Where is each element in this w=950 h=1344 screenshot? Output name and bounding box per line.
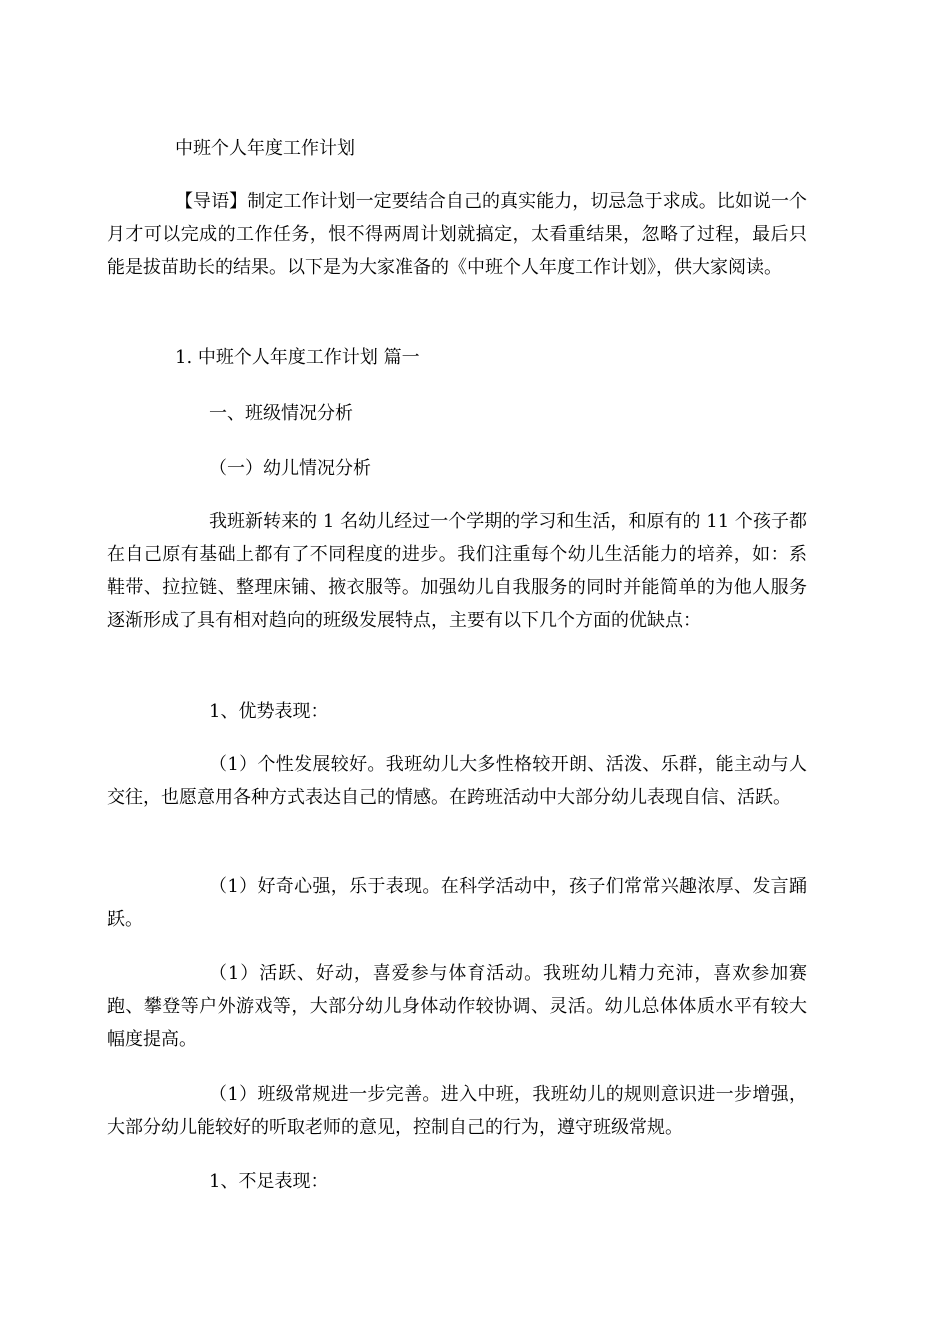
- document-title: 中班个人年度工作计划: [175, 138, 355, 159]
- advantage-point-1: （1）个性发展较好。我班幼儿大多性格较开朗、活泼、乐群，能主动与人交往，也愿意用各种方式表达自己的情感。在跨班活动中大部分幼儿表现自信、活跃。: [107, 754, 807, 808]
- sub-heading: （一）幼儿情况分析: [209, 458, 371, 479]
- part-heading: 一、班级情况分析: [209, 403, 353, 424]
- analysis-paragraph: 我班新转来的 1 名幼儿经过一个学期的学习和生活，和原有的 11 个孩子都在自己原有基础上都有了不同程度的进步。我们注重每个幼儿生活能力的培养，如：系鞋带、拉拉链、整理床铺、掖衣服等。加强幼儿自我服务的同时并能简单的为他人服务逐渐形成了具有相对趋向的班级发展特点，主要有以下几个方面的优缺点：: [107, 511, 807, 631]
- advantages-heading: 1、优势表现：: [209, 701, 329, 722]
- advantage-point-2: （1）好奇心强，乐于表现。在科学活动中，孩子们常常兴趣浓厚、发言踊跃。: [107, 876, 807, 930]
- advantage-point-4: （1）班级常规进一步完善。进入中班，我班幼儿的规则意识进一步增强，大部分幼儿能较好的听取老师的意见，控制自己的行为，遵守班级常规。: [107, 1084, 807, 1138]
- shortcomings-heading: 1、不足表现：: [209, 1171, 329, 1192]
- advantage-point-3: （1）活跃、好动，喜爱参与体育活动。我班幼儿精力充沛，喜欢参加赛跑、攀登等户外游戏等，大部分幼儿身体动作较协调、灵活。幼儿总体体质水平有较大幅度提高。: [107, 963, 807, 1050]
- intro-paragraph: 【导语】制定工作计划一定要结合自己的真实能力，切忌急于求成。比如说一个月才可以完成的工作任务，恨不得两周计划就搞定，太看重结果，忽略了过程，最后只能是拔苗助长的结果。以下是为大家准备的《中班个人年度工作计划》，供大家阅读。: [107, 191, 807, 278]
- section-heading: 1. 中班个人年度工作计划 篇一: [175, 347, 420, 368]
